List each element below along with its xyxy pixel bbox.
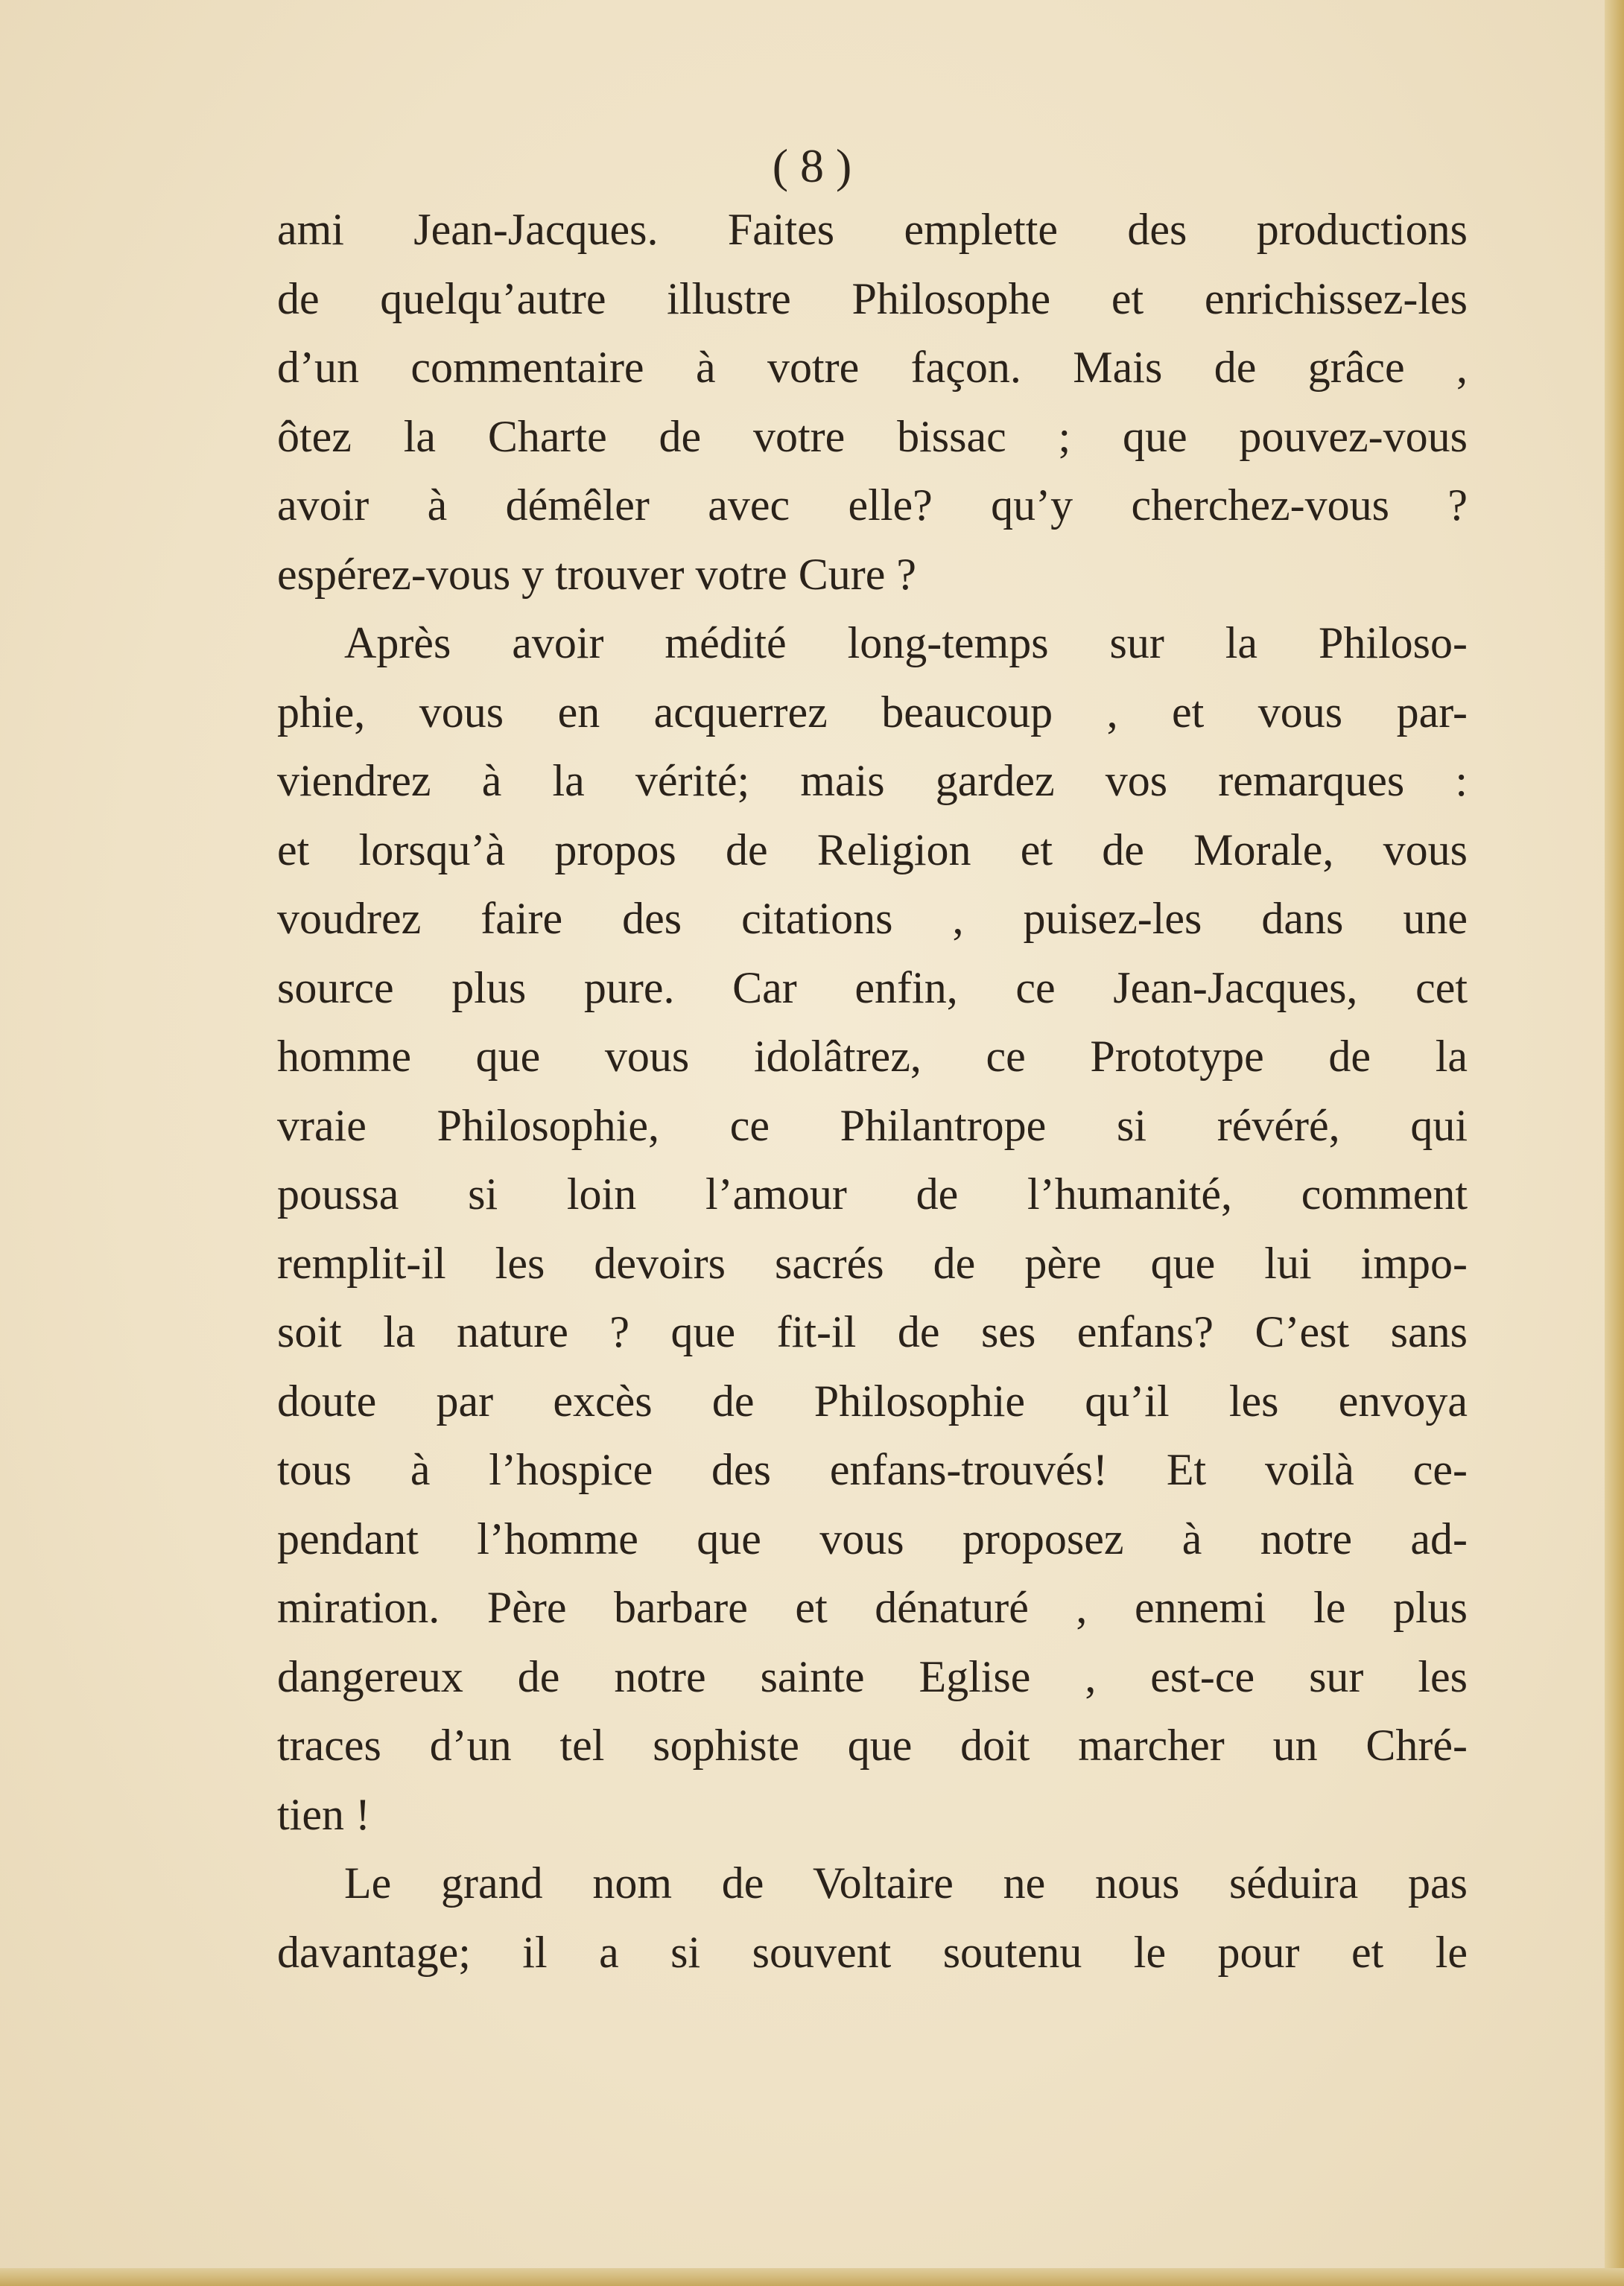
- text-line: tous à l’hospice des enfans-trouvés! Et voilà ce-: [277, 1445, 1468, 1494]
- text-line: Après avoir médité long-temps sur la Philoso-: [344, 618, 1468, 667]
- text-line: homme que vous idolâtrez, ce Prototype de la: [277, 1032, 1468, 1081]
- text-line: d’un commentaire à votre façon. Mais de grâce ,: [277, 343, 1468, 392]
- text-line: avoir à démêler avec elle? qu’y cherchez-vous ?: [277, 480, 1468, 530]
- text-line: viendrez à la vérité; mais gardez vos remarques :: [277, 756, 1468, 805]
- text-line: tien !: [277, 1789, 370, 1839]
- body-text: [277, 195, 1468, 1987]
- text-line: doute par excès de Philosophie qu’il les envoya: [277, 1376, 1468, 1426]
- text-line: poussa si loin l’amour de l’humanité, comment: [277, 1169, 1468, 1219]
- text-line: miration. Père barbare et dénaturé , ennemi le plus: [277, 1583, 1468, 1632]
- page-right-edge: [1605, 0, 1624, 2286]
- text-line: et lorsqu’à propos de Religion et de Morale, vous: [277, 825, 1468, 874]
- page-number: ( 8 ): [772, 139, 852, 192]
- text-line: vraie Philosophie, ce Philantrope si révéré, qui: [277, 1100, 1468, 1150]
- text-line: pendant l’homme que vous proposez à notre ad-: [277, 1514, 1468, 1563]
- text-line: ôtez la Charte de votre bissac ; que pouvez-vous: [277, 411, 1468, 461]
- text-line: soit la nature ? que fit-il de ses enfans? C’est sans: [277, 1307, 1468, 1356]
- page-bottom-edge: [0, 2268, 1624, 2286]
- text-line: de quelqu’autre illustre Philosophe et enrichissez-les: [277, 273, 1468, 323]
- text-line: Le grand nom de Voltaire ne nous séduira pas: [344, 1858, 1468, 1908]
- text-line: traces d’un tel sophiste que doit marcher un Chré-: [277, 1721, 1468, 1770]
- text-line: phie, vous en acquerrez beaucoup , et vous par-: [277, 687, 1468, 737]
- text-line: remplit-il les devoirs sacrés de père que lui impo-: [277, 1238, 1468, 1288]
- text-line: voudrez faire des citations , puisez-les dans une: [277, 894, 1468, 943]
- text-line: dangereux de notre sainte Eglise , est-ce sur les: [277, 1651, 1468, 1701]
- text-line: espérez-vous y trouver votre Cure ?: [277, 549, 916, 599]
- text-line: ami Jean-Jacques. Faites emplette des productions: [277, 205, 1468, 254]
- text-line: davantage; il a si souvent soutenu le pour et le: [277, 1927, 1468, 1977]
- text-line: source plus pure. Car enfin, ce Jean-Jacques, cet: [277, 962, 1468, 1012]
